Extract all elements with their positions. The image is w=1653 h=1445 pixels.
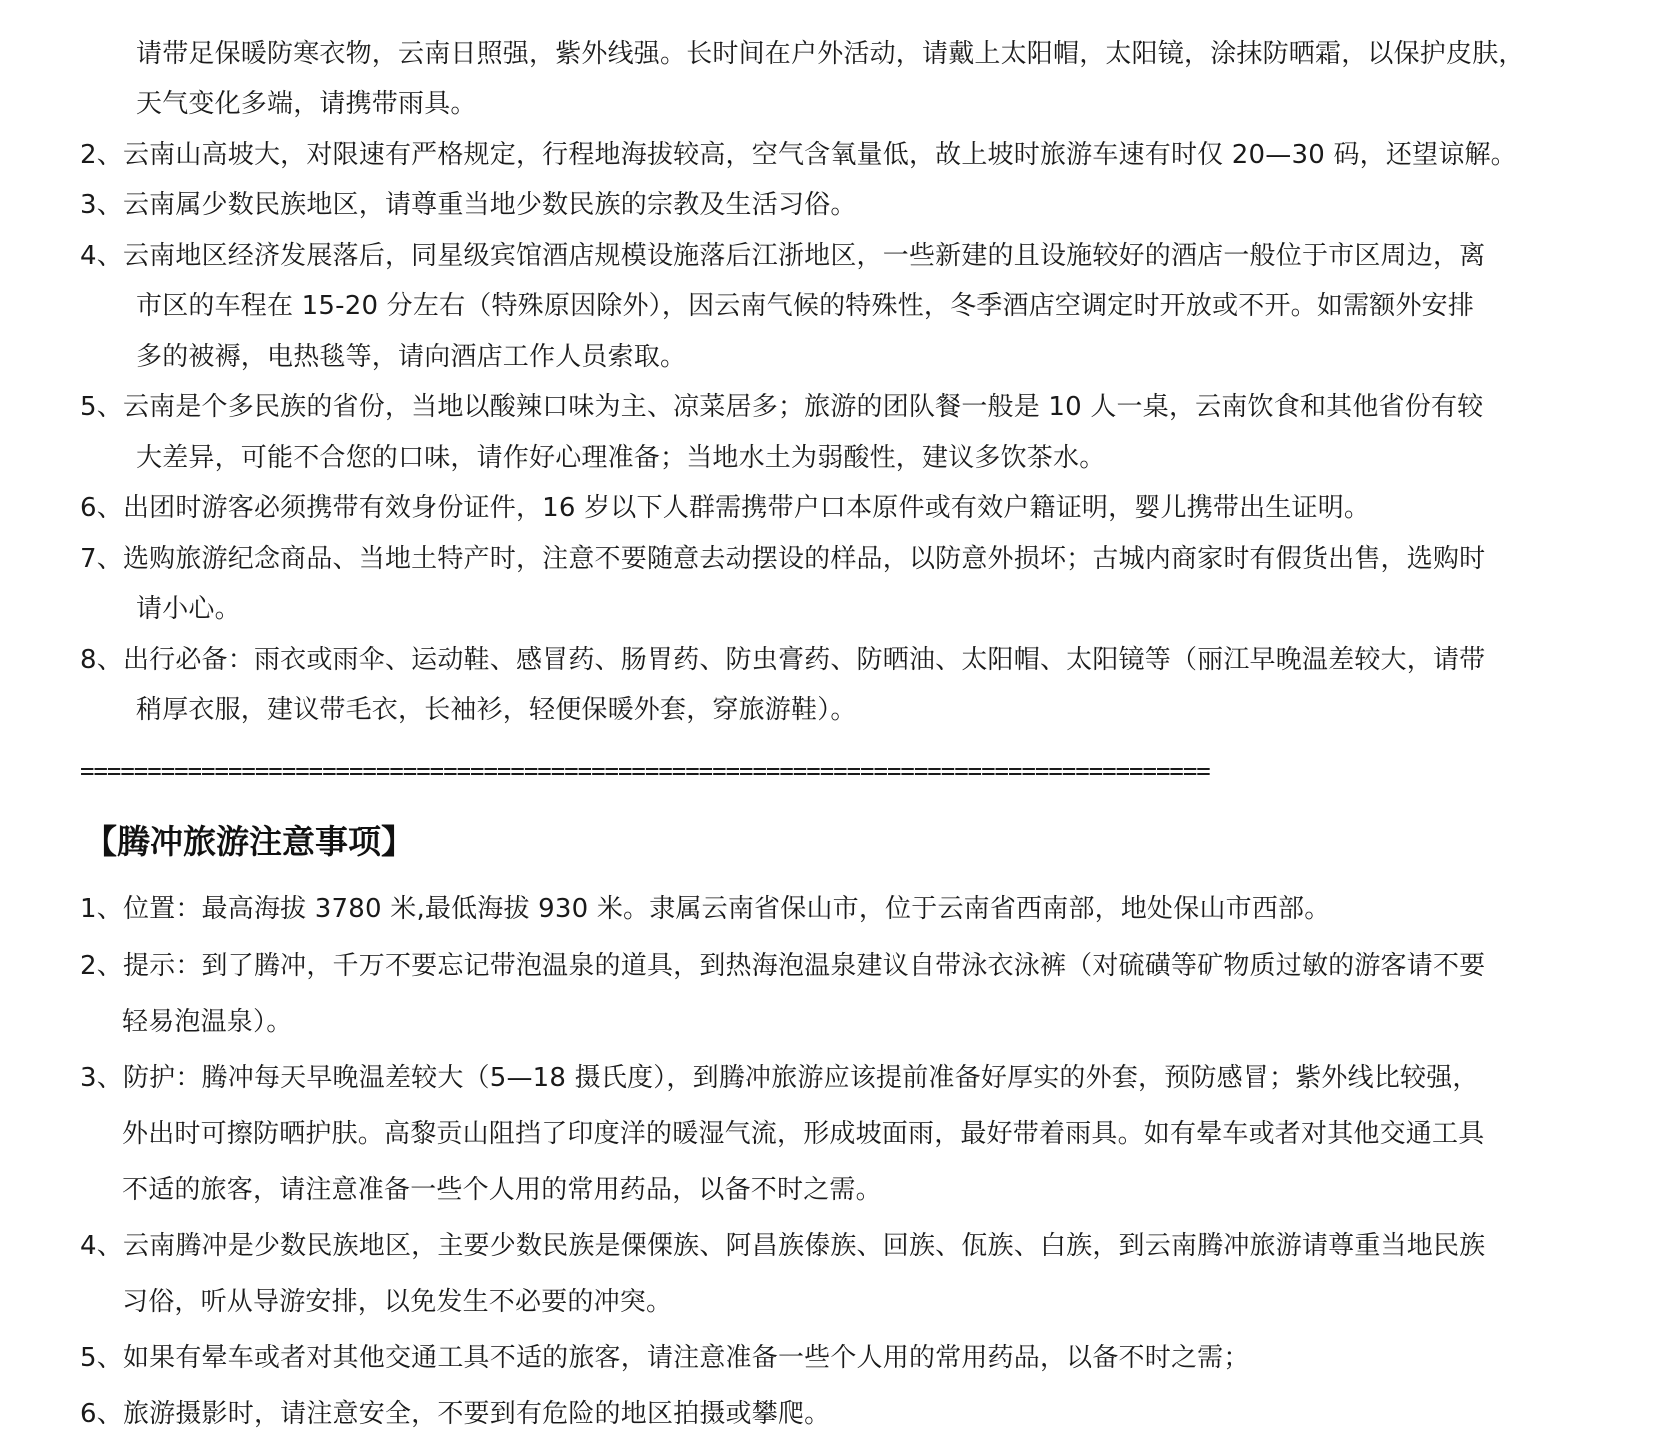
list-item: 3、云南属少数民族地区，请尊重当地少数民族的宗教及生活习俗。: [80, 190, 857, 220]
text-line: 多的被褥，电热毯等，请向酒店工作人员索取。: [136, 342, 687, 372]
list-item: 3、防护：腾冲每天早晚温差较大（5—18 摄氏度），到腾冲旅游应该提前准备好厚实的外套，预防感冒；紫外线比较强，: [80, 1063, 1479, 1093]
separator-line: ====================================================================================: [80, 757, 1210, 785]
list-item: 7、选购旅游纪念商品、当地土特产时，注意不要随意去动摆设的样品，以防意外损坏；古城内商家时有假货出售，选购时: [80, 544, 1486, 574]
text-line: 市区的车程在 15-20 分左右（特殊原因除外），因云南气候的特殊性，冬季酒店空调定时开放或不开。如需额外安排: [136, 291, 1475, 321]
list-item: 4、云南腾冲是少数民族地区，主要少数民族是傈傈族、阿昌族傣族、回族、佤族、白族，到云南腾冲旅游请尊重当地民族: [80, 1231, 1486, 1261]
text-line: 请小心。: [136, 594, 241, 624]
list-item: 2、提示：到了腾冲，千万不要忘记带泡温泉的道具，到热海泡温泉建议自带泳衣泳裤（对硫磺等矿物质过敏的游客请不要: [80, 951, 1486, 981]
text-line: 请带足保暖防寒衣物，云南日照强，紫外线强。长时间在户外活动，请戴上太阳帽，太阳镜，涂抹防晒霜，以保护皮肤，: [136, 39, 1525, 69]
list-item: 6、旅游摄影时，请注意安全，不要到有危险的地区拍摄或攀爬。: [80, 1399, 831, 1429]
list-item: 1、位置：最高海拔 3780 米,最低海拔 930 米。隶属云南省保山市，位于云南省西南部，地处保山市西部。: [80, 894, 1331, 924]
list-item: 5、云南是个多民族的省份，当地以酸辣口味为主、凉菜居多；旅游的团队餐一般是 10 人一桌，云南饮食和其他省份有较: [80, 392, 1484, 422]
list-item: 6、出团时游客必须携带有效身份证件，16 岁以下人群需携带户口本原件或有效户籍证明，婴儿携带出生证明。: [80, 493, 1371, 523]
text-line: 习俗，听从导游安排，以免发生不必要的冲突。: [122, 1287, 673, 1317]
section-title: 【腾冲旅游注意事项】: [84, 822, 414, 861]
list-item: 8、出行必备：雨衣或雨伞、运动鞋、感冒药、肠胃药、防虫膏药、防晒油、太阳帽、太阳镜等（丽江早晚温差较大，请带: [80, 645, 1486, 675]
text-line: 轻易泡温泉）。: [122, 1007, 293, 1037]
text-line: 天气变化多端，请携带雨具。: [136, 89, 477, 119]
text-line: 外出时可擦防晒护肤。高黎贡山阻挡了印度洋的暖湿气流，形成坡面雨，最好带着雨具。如有晕车或者对其他交通工具: [122, 1119, 1485, 1149]
text-line: 不适的旅客，请注意准备一些个人用的常用药品，以备不时之需。: [122, 1175, 882, 1205]
list-item: 4、云南地区经济发展落后，同星级宾馆酒店规模设施落后江浙地区，一些新建的且设施较好的酒店一般位于市区周边，离: [80, 241, 1486, 271]
text-line: 大差异，可能不合您的口味，请作好心理准备；当地水土为弱酸性，建议多饮茶水。: [136, 443, 1106, 473]
list-item: 2、云南山高坡大，对限速有严格规定，行程地海拔较高，空气含氧量低，故上坡时旅游车速有时仅 20—30 码，还望谅解。: [80, 140, 1517, 170]
text-line: 稍厚衣服，建议带毛衣，长袖衫，轻便保暖外套，穿旅游鞋）。: [136, 695, 857, 725]
list-item: 5、如果有晕车或者对其他交通工具不适的旅客，请注意准备一些个人用的常用药品，以备不时之需；: [80, 1343, 1250, 1373]
